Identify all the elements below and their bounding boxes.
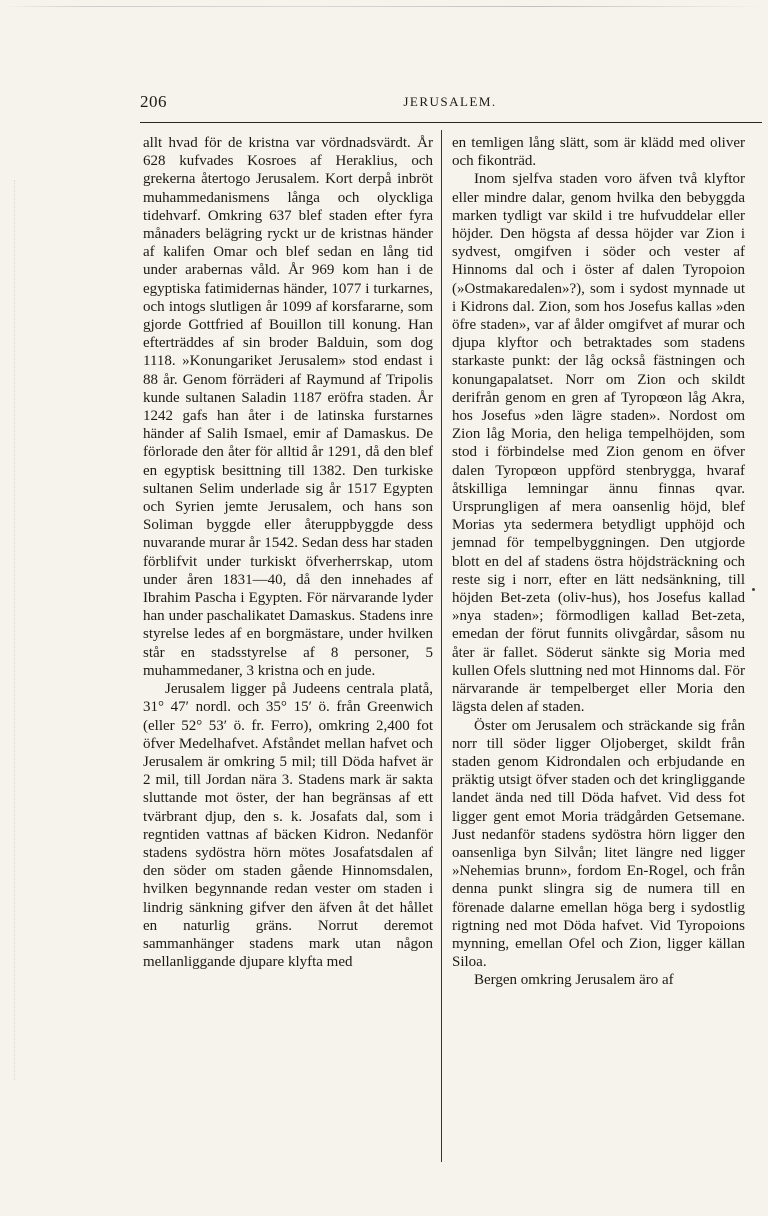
page-title: JERUSALEM. <box>403 94 497 109</box>
scan-edge-line <box>0 6 768 7</box>
column-divider <box>441 130 442 1162</box>
page-margin <box>14 180 35 1080</box>
left-column <box>143 134 433 971</box>
header-rule <box>140 122 762 123</box>
right-column <box>452 134 745 990</box>
running-header <box>140 92 760 118</box>
stray-mark <box>752 588 755 591</box>
page-number: 206 <box>140 92 167 111</box>
paragraph: Inom sjelfva staden voro äfven två klyftor eller mindre dalar, genom hvilka den bebyggda marken tydligt var skild i tre hufvuddelar eller höjder. Den högsta af dessa höjder var Zion i sydvest, omgifven i söder och vester af Hinnoms dal och i öster af dalen Tyropoion (»Ostmakaredalen»?), som i sydost mynnade ut i Kidrons dal. Zion, som hos Josefus kallas »den öfre staden», var af ålder omgifvet af murar och djupa klyftor och betraktades som stadens starkaste punkt: der låg också fästningen och konungapalatset. Norr om Zion och skildt derifrån genom en gren af Tyropœon låg Akra, hos Josefus »den lägre staden». Nordost om Zion låg Moria, den heliga tempelhöjden, som stod i förbindelse med Zion genom en öfver dalen Tyropœon uppförd stenbrygga, hvaraf åtskilliga lemningar ännu finnas qvar. Ursprungligen af mera oansenlig höjd, blef Morias yta sedermera betydligt upphöjd och jemnad för tempelbyggningen. Den utgjorde blott en del af stadens östra höjdsträckning och reste sig i norr, efter en lätt nedsänkning, till höjden Bet-zeta (oliv-hus), hos Josefus kallad »nya staden»; förmodligen kallad Bet-zeta, emedan der förut funnits olivgårdar, såsom nu åter är fallet. Söderut sänkte sig Moria med kullen Ofels sluttning ned mot Hinnoms dal. För närvarande är tempelberget eller Moria den lägsta delen af staden. <box>452 171 745 716</box>
paragraph: Bergen omkring Jerusalem äro af <box>474 972 674 989</box>
paragraph: en temligen lång slätt, som är klädd med oliver och fikonträd. <box>452 135 745 170</box>
paragraph: Jerusalem ligger på Judeens centrala platå, 31° 47′ nordl. och 35° 15′ ö. från Greenwich (eller 52° 53′ ö. fr. Ferro), omkring 2,400 fot öfver Medelhafvet. Afståndet mellan hafvet och Jerusalem är omkring 5 mil; till Döda hafvet är 2 mil, till Jordan nära 3. Stadens mark är sakta sluttande mot öster, der han begränsas af ett tvärbrant djup, den s. k. Josafats dal, som i regntiden vattnas af bäcken Kidron. Nedanför stadens sydöstra hörn mötes Josafatsdalen af den söder om staden gående Hinnomsdalen, hvilken begynnande redan vester om staden i lindrig sänkning gifver den äfven åt det hållet en naturlig gräns. Norrut deremot sammanhänger stadens mark utan någon mellanliggande djupare klyfta med <box>143 681 433 971</box>
paragraph: allt hvad för de kristna var vördnadsvärdt. År 628 kufvades Kosroes af Heraklius, och grekerna återtogo Jerusalem. Kort derpå inbröt muhammedanismens långa och olyckliga tidehvarf. Omkring 637 blef staden efter fyra månaders belägring ryckt ur de kristnas händer af kalifen Omar och blef sedan en lång tid under arabernas våld. År 969 kom han i de egyptiska fatimidernas händer, 1077 i turkarnes, och intogs slutligen år 1099 af korsfararne, som gjorde Gottfried af Bouillon till konung. Han efterträddes af sin broder Balduin, som dog 1118. »Konungariket Jerusalem» stod endast i 88 år. Genom förräderi af Raymund af Tripolis kunde sultanen Saladin 1187 eröfra staden. År 1242 gafs han åter i de latinska furstarnes händer af Salih Ismael, emir af Damaskus. De förlorade den åter för alltid år 1291, då den blef en egyptisk besittning till 1382. Den turkiske sultanen Selim underlade sig år 1517 Egypten och Syrien jemte Jerusalem, och hans son Soliman byggde eller återuppbyggde dess nuvarande murar år 1542. Sedan dess har staden förblifvit under turkiskt öfverherrskap, utom under åren 1831—40, då den innehades af Ibrahim Pascha i Egypten. För närvarande lyder han under paschalikatet Damaskus. Stadens inre styrelse ledes af en borgmästare, under hvilken står en stadsstyrelse af 8 personer, 5 muhammedaner, 3 kristna och en jude. <box>143 135 433 679</box>
paragraph: Öster om Jerusalem och sträckande sig från norr till söder ligger Oljoberget, skildt från staden genom Kidrondalen och erbjudande en präktig utsigt öfver staden och det kringliggande landet ända ned till Döda hafvet. Vid dess fot ligger gent emot Moria trädgården Getsemane. Just nedanför stadens sydöstra hörn ligger den oansenliga byn Silvån; litet längre ned ligger »Nehemias brunn», fordom En-Rogel, och från denna punkt slingra sig de numera till en förenade dalarne emellan höga berg i sydostlig rigtning ned mot Döda hafvet. Vid Tyropoions mynning, emellan Ofel och Zion, ligger källan Siloa. <box>452 717 745 971</box>
